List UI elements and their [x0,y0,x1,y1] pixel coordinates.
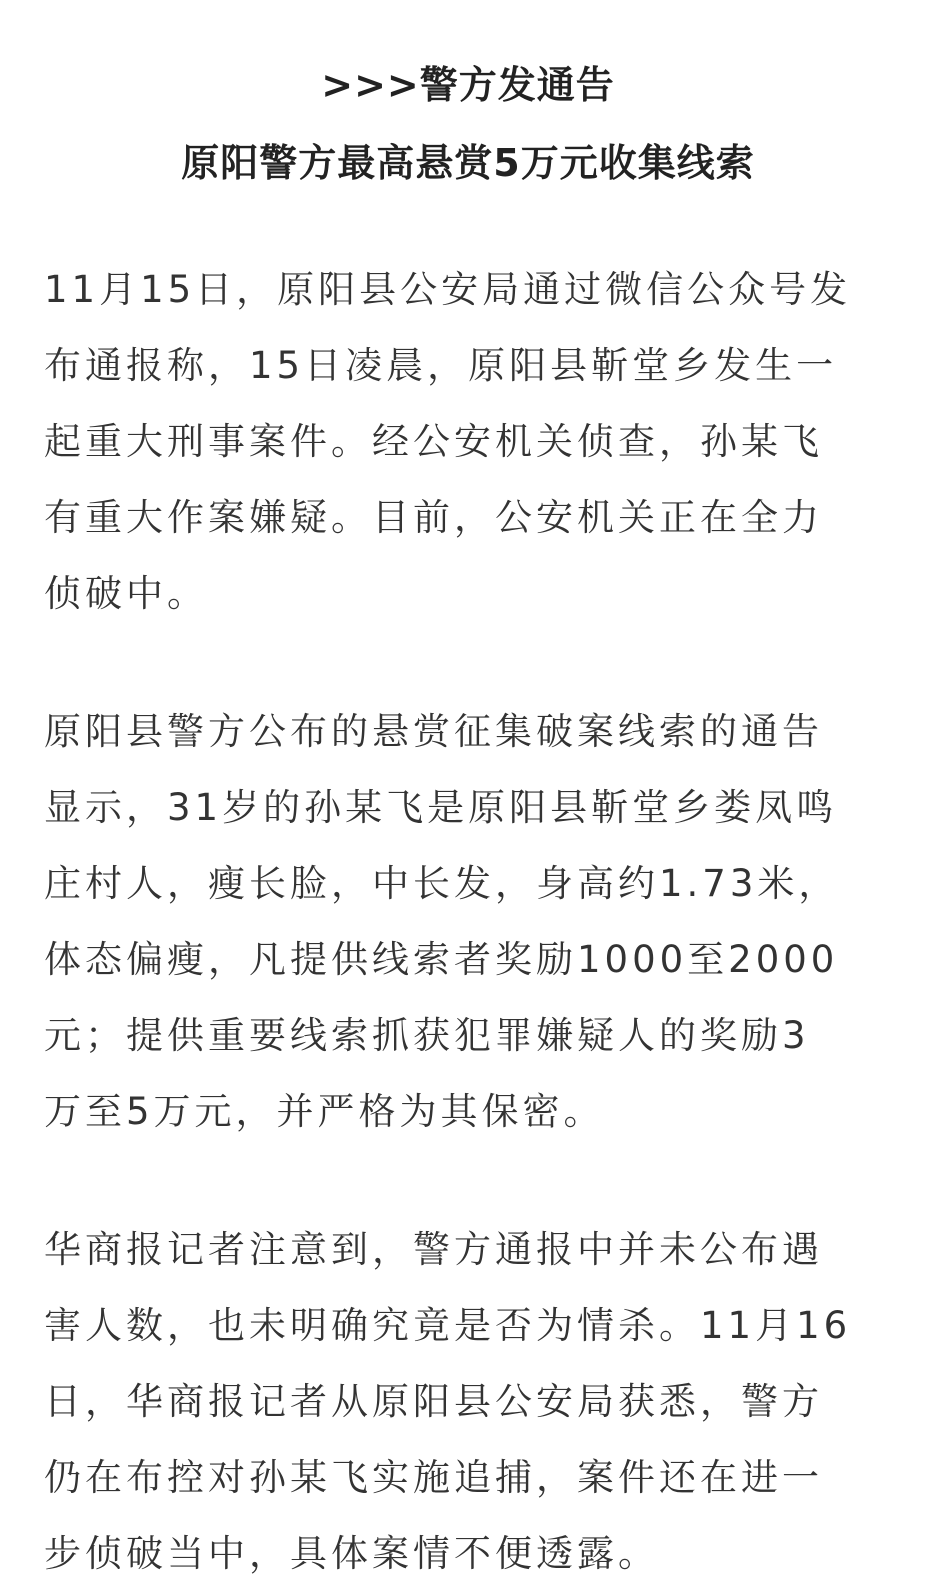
paragraph-line: 体态偏瘦，凡提供线索者奖励1000至2000 [44,938,839,981]
paragraph-line: 11月15日，原阳县公安局通过微信公众号发 [44,268,852,311]
paragraph-line: 步侦破当中，具体案情不便透露。 [44,1532,659,1575]
paragraph-line: 仍在布控对孙某飞实施追捕，案件还在进一 [44,1456,823,1499]
paragraph-line: 侦破中。 [44,572,208,615]
paragraph-line: 华商报记者注意到，警方通报中并未公布遇 [44,1228,823,1271]
paragraph-line: 害人数，也未明确究竟是否为情杀。11月16 [44,1304,852,1347]
headline-line-2: 原阳警方最高悬赏5万元收集线索 [181,141,755,185]
paragraph-2 [44,694,892,1150]
paragraph-3 [44,1212,892,1592]
paragraph-line: 元；提供重要线索抓获犯罪嫌疑人的奖励3 [44,1014,810,1057]
paragraph-line: 日，华商报记者从原阳县公安局获悉，警方 [44,1380,823,1423]
paragraph-line: 布通报称，15日凌晨，原阳县靳堂乡发生一 [44,344,838,387]
headline-line-1: >>>警方发通告 [321,63,615,107]
headline-block [44,46,892,202]
paragraph-line: 原阳县警方公布的悬赏征集破案线索的通告 [44,710,823,753]
paragraph-1 [44,252,892,632]
article-body [44,252,892,1592]
paragraph-line: 起重大刑事案件。经公安机关侦查，孙某飞 [44,420,823,463]
paragraph-line: 庄村人，瘦长脸，中长发，身高约1.73米， [44,862,840,905]
paragraph-line: 显示，31岁的孙某飞是原阳县靳堂乡娄凤鸣 [44,786,838,829]
paragraph-line: 有重大作案嫌疑。目前，公安机关正在全力 [44,496,823,539]
paragraph-line: 万至5万元，并严格为其保密。 [44,1090,605,1133]
